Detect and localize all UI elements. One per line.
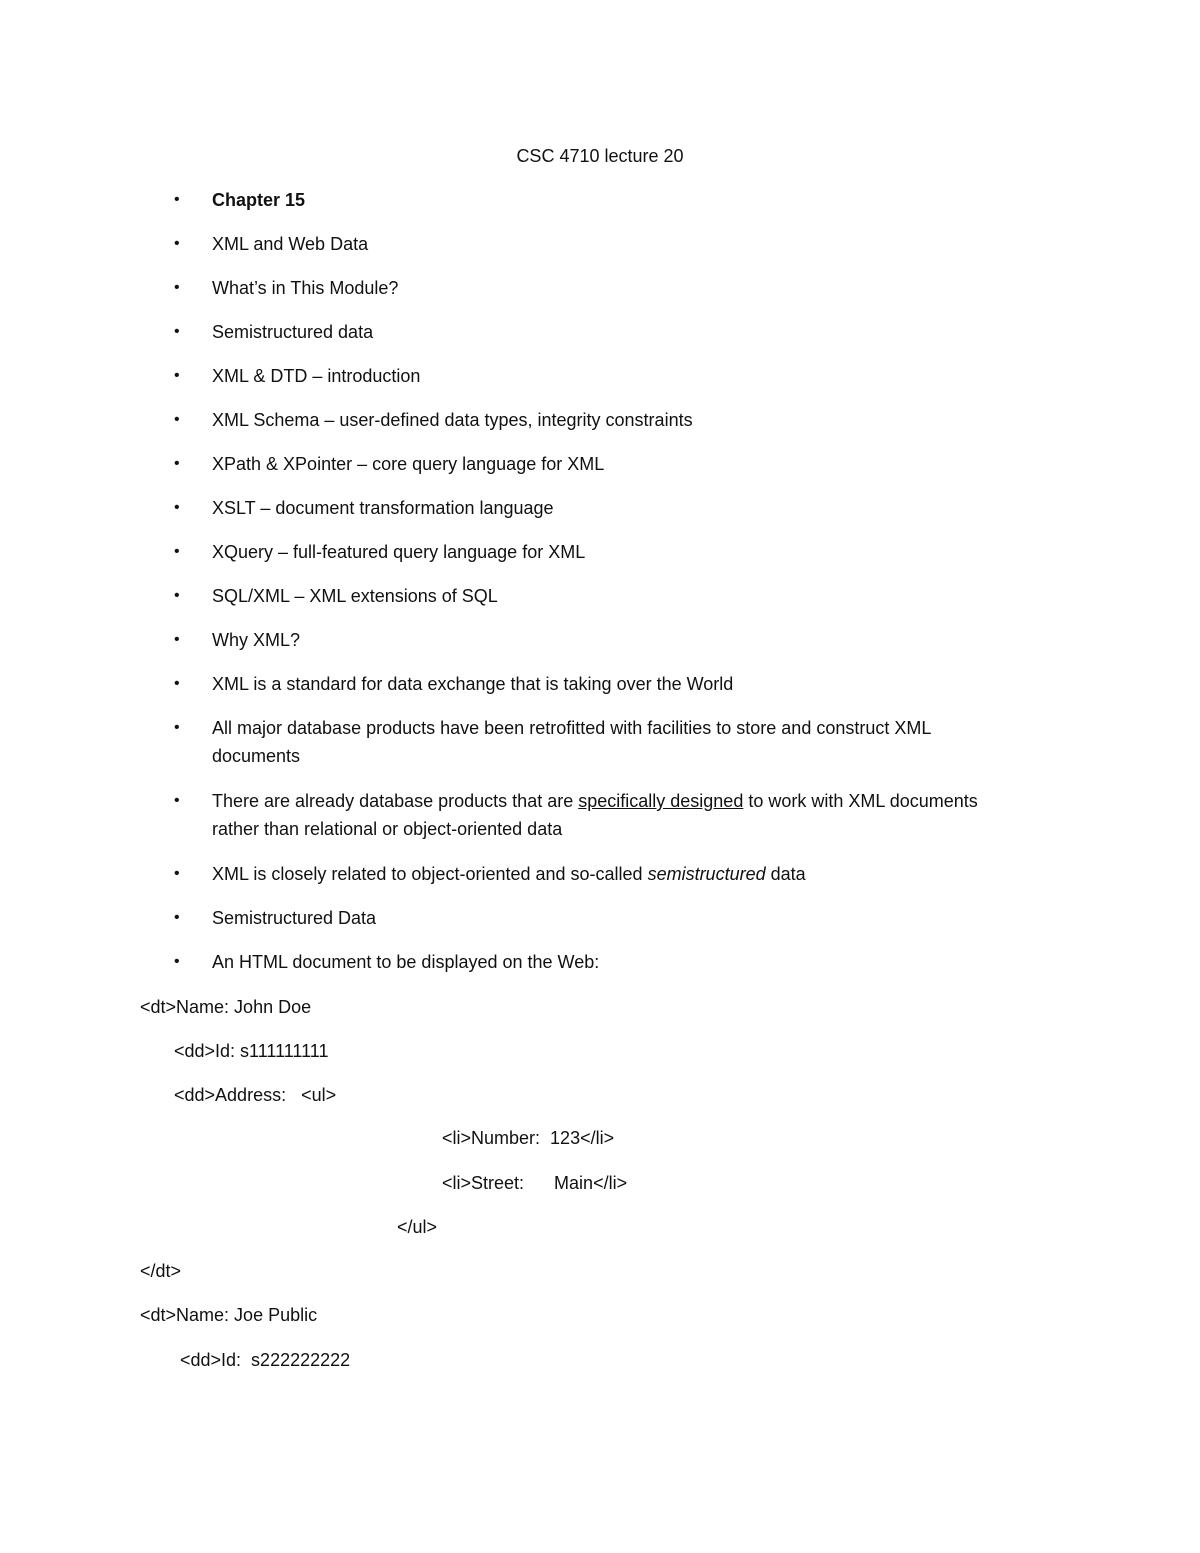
bullet-icon: • [174,631,180,648]
bullet-text [212,787,1072,843]
bullet-text: XQuery – full-featured query language for XML [212,542,586,562]
bullet-text-line: All major database products have been retrofitted with facilities to store and construct XML [212,718,932,738]
bullet-icon: • [174,191,180,208]
bullet-text: XML is a standard for data exchange that is taking over the World [212,674,734,694]
list-item [0,714,1200,787]
bullet-text [212,860,1072,888]
list-item [0,948,1200,992]
list-item [0,787,1200,860]
list-item [0,186,1200,230]
bullet-text-line: documents [212,746,301,766]
code-line: </dt> [140,1261,182,1281]
code-line: <dd>Id: s222222222 [180,1350,351,1370]
bullet-icon: • [174,235,180,252]
bullet-text: An HTML document to be displayed on the Web: [212,952,600,972]
list-item [0,230,1200,274]
bullet-text: What’s in This Module? [212,278,399,298]
underlined-phrase: specifically designed [578,791,744,811]
list-item [0,318,1200,362]
italic-phrase: semistructured [647,864,766,884]
bullet-text: XML Schema – user-defined data types, integrity constraints [212,410,693,430]
bullet-icon: • [174,675,180,692]
list-item [0,362,1200,406]
bullet-icon: • [174,543,180,560]
bullet-text: Semistructured data [212,322,374,342]
bullet-text: XSLT – document transformation language [212,498,554,518]
code-line: <dd>Id: s111111111 [174,1041,329,1061]
code-line: <li>Number: 123</li> [442,1128,615,1148]
list-item [0,274,1200,318]
bullet-text-line: rather than relational or object-oriented data [212,819,563,839]
bullet-text [212,714,1072,770]
bullet-icon: • [174,279,180,296]
code-line: <dt>Name: John Doe [140,997,312,1017]
bullet-text: Chapter 15 [212,190,306,210]
list-item [0,582,1200,626]
list-item [0,406,1200,450]
bullet-text: SQL/XML – XML extensions of SQL [212,586,498,606]
bullet-icon: • [174,411,180,428]
bullet-icon: • [174,792,180,809]
code-line: <li>Street: Main</li> [442,1173,628,1193]
bullet-text: Why XML? [212,630,301,650]
list-item [0,538,1200,582]
bullet-text: Semistructured Data [212,908,377,928]
bullet-icon: • [174,953,180,970]
bullet-text: XML and Web Data [212,234,369,254]
bullet-text: XPath & XPointer – core query language for XML [212,454,605,474]
list-item [0,494,1200,538]
bullet-text-segment: There are already database products that are [212,791,579,811]
code-line: <dt>Name: Joe Public [140,1305,318,1325]
bullet-icon: • [174,323,180,340]
bullet-text-segment: data [765,864,806,884]
bullet-icon: • [174,455,180,472]
bullet-text: XML & DTD – introduction [212,366,421,386]
code-line: <dd>Address: <ul> [174,1085,337,1105]
list-item [0,904,1200,948]
bullet-icon: • [174,367,180,384]
bullet-text-segment: to work with XML documents [743,791,978,811]
bullet-icon: • [174,587,180,604]
bullet-icon: • [174,499,180,516]
code-line: </ul> [397,1217,438,1237]
list-item [0,626,1200,670]
list-item [0,450,1200,494]
document-title: CSC 4710 lecture 20 [516,146,684,166]
list-item [0,860,1200,904]
bullet-icon: • [174,909,180,926]
list-item [0,670,1200,714]
bullet-icon: • [174,719,180,736]
bullet-icon: • [174,865,180,882]
bullet-list [0,186,1200,992]
bullet-text-segment: XML is closely related to object-oriented and so-called [212,864,648,884]
